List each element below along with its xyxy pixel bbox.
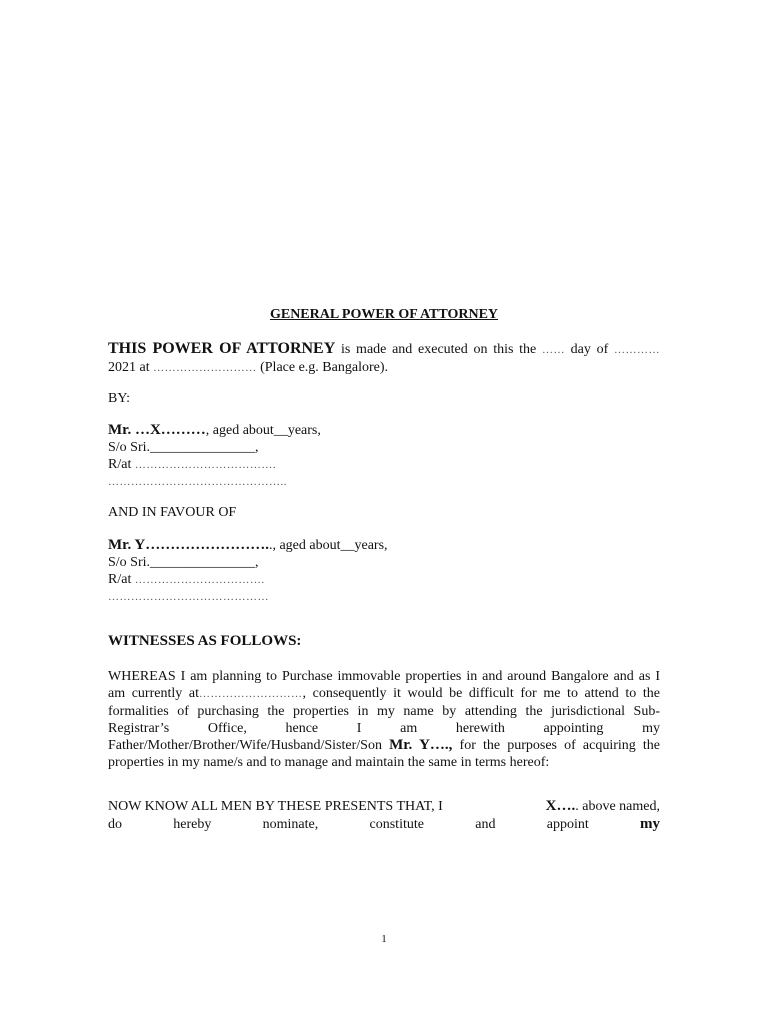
grantor-name-line — [108, 422, 660, 439]
page-number: 1 — [381, 933, 387, 945]
now-know-my: my — [640, 816, 661, 832]
attorney-residence-label: R/at — [108, 572, 135, 587]
whereas-text-2: , consequently it would be difficult for me to attend to the formalities of purchasing the properties in my name by attending the jurisdictional Sub-Registrar’s Office, hence I am herewith appointing my Father/Mother/Brother/Wife/Husband/Sister/Son — [108, 686, 660, 753]
grantor-address-blank: ……………………………………….. — [108, 476, 287, 488]
intro-text-4: (Place e.g. Bangalore). — [256, 360, 388, 375]
intro-place-blank: ……………………… — [153, 362, 257, 374]
attorney-residence-line — [108, 571, 660, 589]
attorney-address-blank: …………………………………… — [108, 591, 269, 603]
intro-text-2: day of — [564, 342, 609, 357]
now-know-text-1: NOW KNOW ALL MEN BY THESE PRESENTS THAT, I — [108, 799, 443, 814]
grantor-father: S/o Sri._______________, — [108, 440, 259, 455]
intro-lead: THIS POWER OF ATTORNEY — [108, 340, 336, 357]
whereas-location-blank: ……………………… — [198, 688, 303, 700]
attorney-block — [108, 537, 660, 606]
intro-text-3: 2021 at — [108, 360, 154, 375]
intro-text-1: is made and executed on this the — [335, 342, 542, 357]
whereas-paragraph — [108, 668, 660, 771]
intro-day-blank: …… — [541, 344, 565, 356]
whereas-attorney-name: Mr. Y…., — [389, 737, 453, 753]
grantor-residence-line — [108, 456, 660, 474]
intro-month-blank: ………… — [613, 344, 660, 356]
grantor-block — [108, 422, 660, 491]
grantor-name: Mr. …X……… — [108, 422, 206, 438]
grantor-residence-label: R/at — [108, 457, 135, 472]
by-label: BY: — [108, 391, 131, 406]
witnesses-heading: WITNESSES AS FOLLOWS: — [108, 633, 302, 649]
attorney-age: ., aged about__years, — [268, 538, 388, 553]
now-know-line-1 — [108, 798, 660, 815]
attorney-name: Mr. Y……………………. — [108, 537, 269, 553]
whereas-text-1: WHEREAS I am planning to Purchase immovable properties in and around Bangalore and as I am currently at — [108, 669, 660, 701]
whereas-text-3: for the purposes of acquiring the properties in my name/s and to manage and maintain the same in terms hereof: — [108, 738, 660, 770]
grantor-age: , aged about__years, — [205, 423, 321, 438]
now-know-text-2: . above named, — [575, 799, 660, 814]
attorney-father: S/o Sri._______________, — [108, 555, 259, 570]
attorney-residence-blank: ……………………………. — [134, 574, 265, 586]
intro-paragraph — [108, 340, 660, 377]
now-know-line-2 — [108, 816, 660, 833]
document-title: GENERAL POWER OF ATTORNEY — [269, 307, 499, 322]
now-know-grantor-name: X…. — [545, 798, 576, 814]
now-know-appoint-text: do hereby nominate, constitute and appoint — [108, 817, 589, 832]
attorney-name-line — [108, 537, 660, 554]
grantor-residence-blank: ………………………………. — [134, 459, 277, 471]
favour-label: AND IN FAVOUR OF — [108, 505, 237, 520]
